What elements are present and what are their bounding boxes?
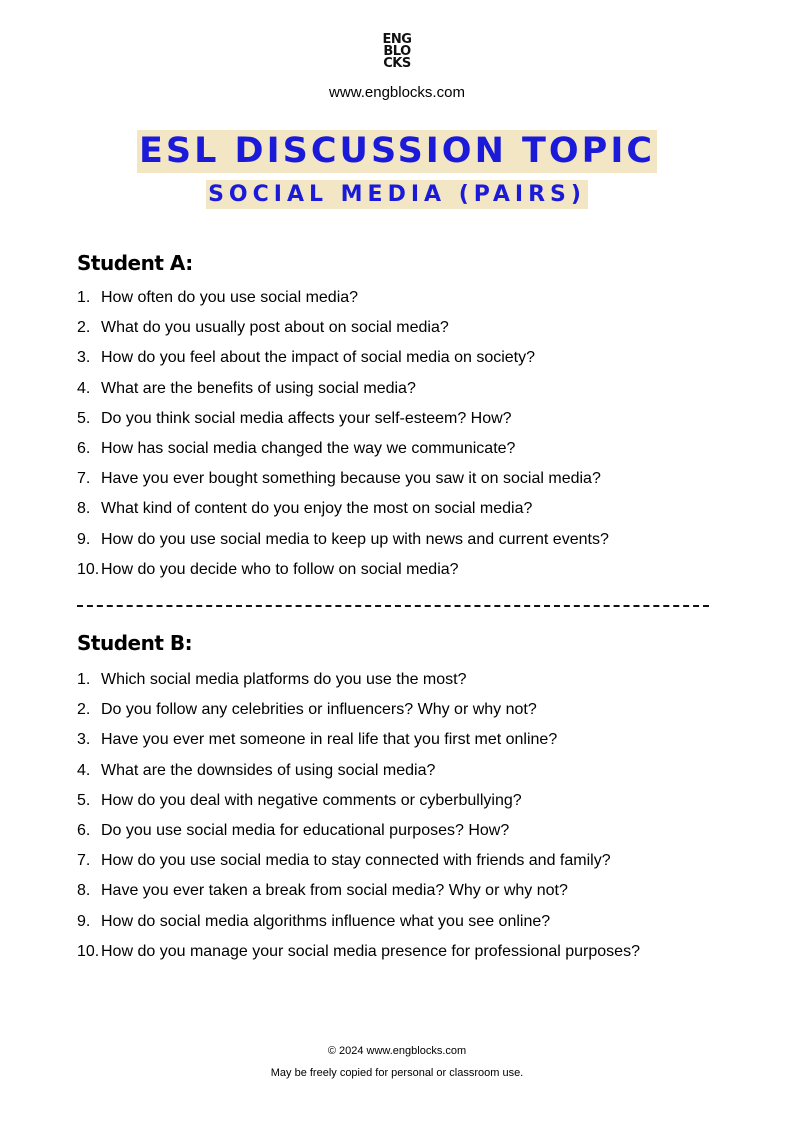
question-item <box>77 791 640 821</box>
question-item <box>77 700 640 730</box>
question-item <box>77 318 609 348</box>
question-number: 4. <box>77 761 91 779</box>
section-divider <box>77 605 709 607</box>
question-item <box>77 439 609 469</box>
question-number: 1. <box>77 671 91 688</box>
question-text: Do you think social media affects your self-esteem? How? <box>101 409 512 427</box>
question-item <box>77 942 640 972</box>
question-number: 10. <box>77 560 100 578</box>
question-item <box>77 560 609 590</box>
question-text: Do you use social media for educational purposes? How? <box>101 821 510 839</box>
question-number: 7. <box>77 470 91 488</box>
logo-line-3: CKS <box>383 56 411 71</box>
question-number: 4. <box>77 379 91 397</box>
student-a-heading: Student A: <box>77 251 193 275</box>
question-text: How often do you use social media? <box>101 289 359 306</box>
footer-license: May be freely copied for personal or classroom use. <box>270 1067 524 1079</box>
question-text: Do you follow any celebrities or influencers? Why or why not? <box>101 701 537 719</box>
question-item <box>77 499 609 529</box>
question-text: Which social media platforms do you use the most? <box>101 671 467 688</box>
question-number: 2. <box>77 701 91 719</box>
question-item <box>77 761 640 791</box>
question-text: What are the downsides of using social media? <box>101 761 436 779</box>
question-text: How do you decide who to follow on social media? <box>101 560 459 578</box>
website-url: www.engblocks.com <box>329 84 465 101</box>
question-item <box>77 530 609 560</box>
question-text: How do you deal with negative comments or cyberbullying? <box>101 791 522 809</box>
question-item <box>77 409 609 439</box>
question-text: Have you ever bought something because you saw it on social media? <box>101 470 601 488</box>
question-item <box>77 881 640 911</box>
question-number: 1. <box>77 289 91 306</box>
question-text: What are the benefits of using social media? <box>101 379 416 397</box>
question-item <box>77 348 609 378</box>
page-subtitle: SOCIAL MEDIA (PAIRS) <box>208 182 586 207</box>
question-text: How do you feel about the impact of social media on society? <box>101 349 536 367</box>
question-item <box>77 730 640 760</box>
question-number: 10. <box>77 942 100 960</box>
question-text: Have you ever taken a break from social media? Why or why not? <box>101 882 568 900</box>
question-number: 5. <box>77 791 91 809</box>
student-a-question-list <box>77 288 609 590</box>
question-item <box>77 379 609 409</box>
question-item <box>77 288 609 318</box>
question-text: Have you ever met someone in real life that you first met online? <box>101 731 558 749</box>
question-number: 3. <box>77 731 91 749</box>
logo-line-1: ENG <box>382 32 412 47</box>
footer-copyright: © 2024 www.engblocks.com <box>327 1045 467 1057</box>
question-item <box>77 821 640 851</box>
question-number: 3. <box>77 349 91 367</box>
question-item <box>77 851 640 881</box>
question-text: How has social media changed the way we communicate? <box>101 439 516 457</box>
question-number: 9. <box>77 912 91 930</box>
student-b-heading: Student B: <box>77 631 193 655</box>
page-title: ESL DISCUSSION TOPIC <box>138 131 656 171</box>
question-number: 7. <box>77 852 91 870</box>
question-text: How do you use social media to stay connected with friends and family? <box>101 852 611 870</box>
question-number: 8. <box>77 882 91 900</box>
question-number: 6. <box>77 821 91 839</box>
brand-logo <box>0 34 794 70</box>
question-text: How do you use social media to keep up with news and current events? <box>101 530 609 548</box>
question-number: 2. <box>77 319 91 337</box>
question-number: 5. <box>77 409 91 427</box>
question-text: How do you manage your social media presence for professional purposes? <box>101 942 640 960</box>
question-item <box>77 469 609 499</box>
question-text: What do you usually post about on social media? <box>101 319 449 337</box>
question-text: What kind of content do you enjoy the most on social media? <box>101 500 533 518</box>
question-number: 9. <box>77 530 91 548</box>
student-b-question-list <box>77 670 640 972</box>
question-number: 8. <box>77 500 91 518</box>
question-number: 6. <box>77 439 91 457</box>
question-item <box>77 912 640 942</box>
question-item <box>77 670 640 700</box>
question-text: How do social media algorithms influence what you see online? <box>101 912 551 930</box>
logo-line-2: BLO <box>383 44 411 59</box>
